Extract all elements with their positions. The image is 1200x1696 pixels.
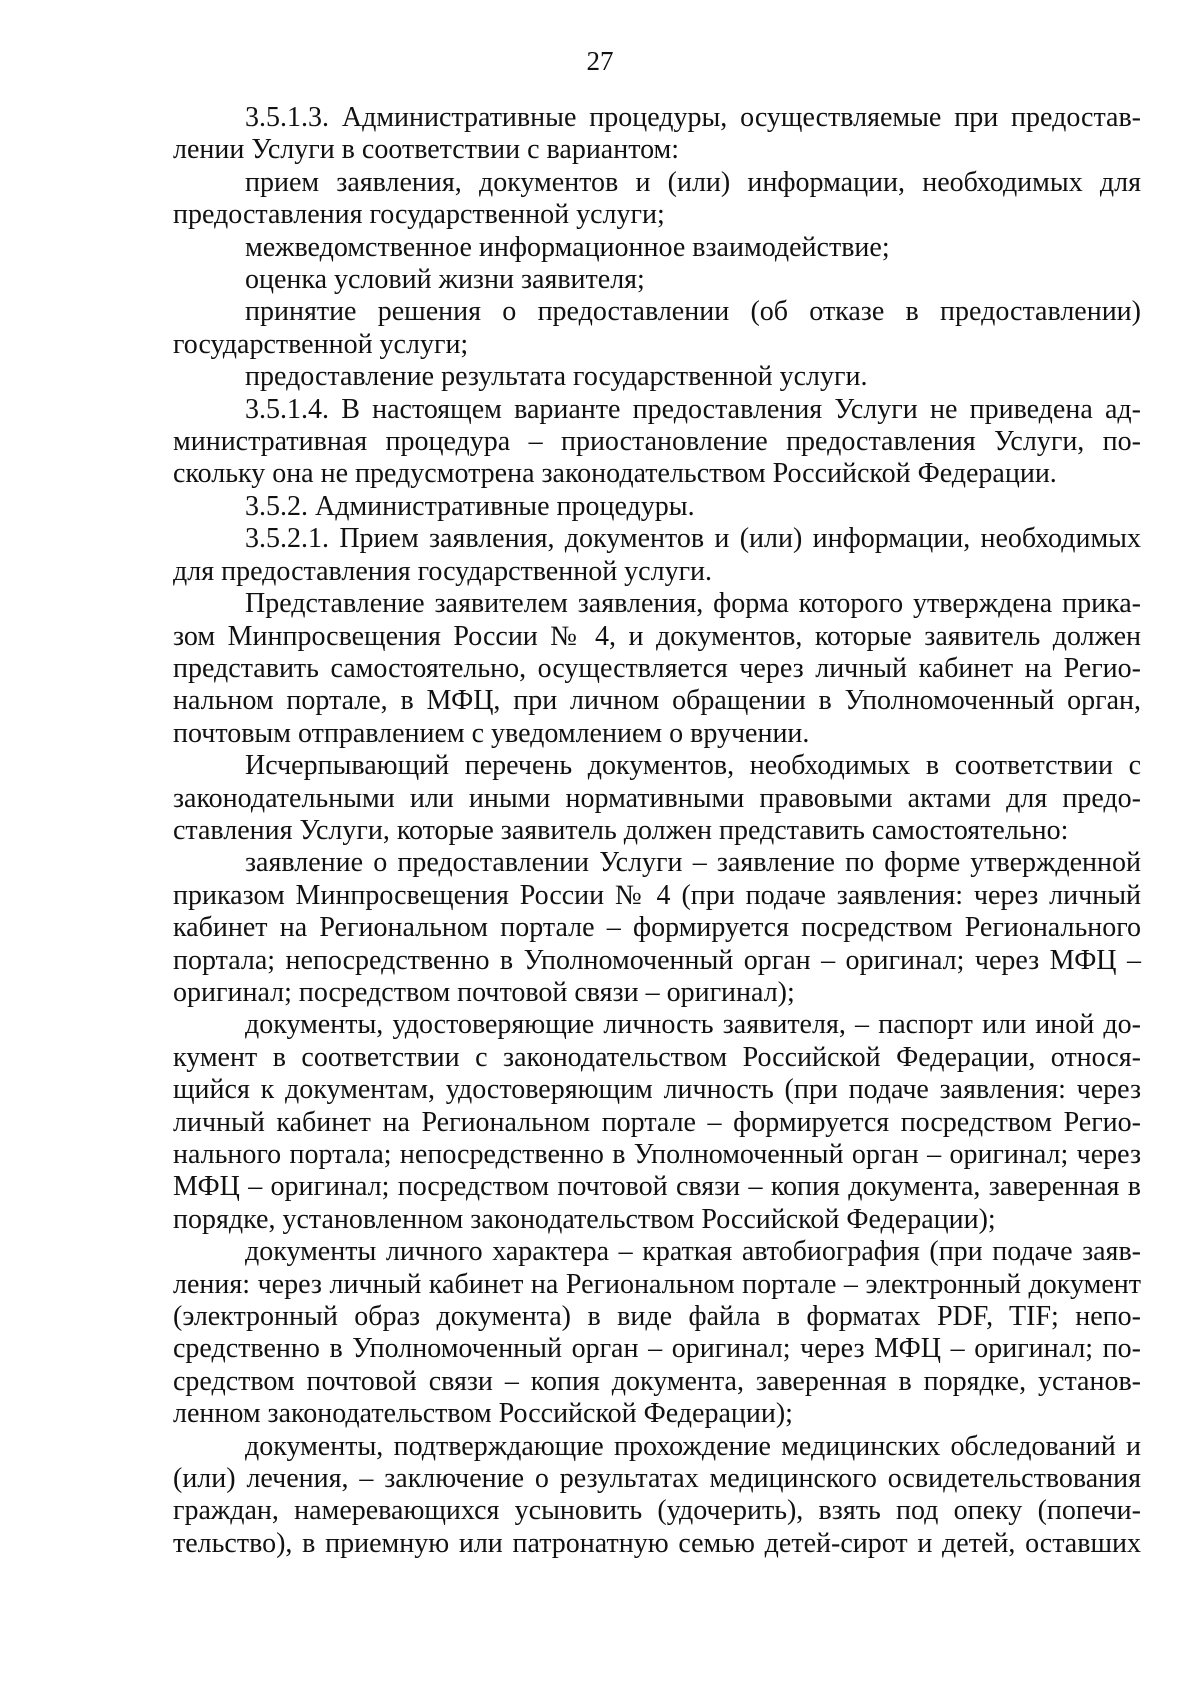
list-item-application-intake: прием заявления, документов и (или) информации, необходимых для предоставления государственной услуги; xyxy=(173,166,1141,231)
list-item-application-form: заявление о предоставлении Услуги – заявление по форме утвержденной приказом Минпросвещения России № 4 (при подаче заявления: через личный кабинет на Региональном портале – формируется посредством Регионального портала; непосредственно в Уполномоченный орган – оригинал; через МФЦ – оригинал; посредством почтовой связи – оригинал); xyxy=(173,847,1141,1008)
paragraph-3-5-1-4: 3.5.1.4. В настоящем варианте предоставления Услуги не приведена административная процедура – приостановление предоставления Услуги, поскольку она не предусмотрена законодательством Российской Федерации. xyxy=(173,393,1141,490)
list-item-medical-documents: документы, подтверждающие прохождение медицинских обследований и (или) лечения, – заключение о результатах медицинского освидетельствования граждан, намеревающихся усыновить (удочерить), взять под опеку (попечительство), в приемную или патронатную семью детей-сирот и детей, оставших xyxy=(173,1430,1141,1559)
page-number: 27 xyxy=(586,46,614,76)
document-body xyxy=(173,102,1141,1560)
paragraph-3-5-2: 3.5.2. Административные процедуры. xyxy=(245,490,695,522)
list-item-interagency-interaction: межведомственное информационное взаимодействие; xyxy=(245,231,890,263)
list-item-personal-documents: документы личного характера – краткая автобиография (при подаче заявления: через личный кабинет на Региональном портале – электронный документ (электронный образ документа) в виде файла в форматах PDF, TIF; непосредственно в Уполномоченный орган – оригинал; через МФЦ – оригинал; посредством почтовой связи – копия документа, заверенная в порядке, установленном законодательством Российской Федерации); xyxy=(173,1236,1141,1430)
paragraph-3-5-2-1: 3.5.2.1. Прием заявления, документов и (или) информации, необходимых для предоставления государственной услуги. xyxy=(173,523,1141,587)
list-item-result-provision: предоставление результата государственной услуги. xyxy=(245,361,868,393)
list-item-living-conditions-assessment: оценка условий жизни заявителя; xyxy=(245,264,645,296)
paragraph-submission-methods: Представление заявителем заявления, форма которого утверждена приказом Минпросвещения России № 4, и документов, которые заявитель должен представить самостоятельно, осуществляется через личный кабинет на Региональном портале, в МФЦ, при личном обращении в Уполномоченный орган, почтовым отправлением с уведомлением о вручении. xyxy=(173,588,1141,749)
list-item-identity-documents: документы, удостоверяющие личность заявителя, – паспорт или иной документ в соответствии с законодательством Российской Федерации, относящийся к документам, удостоверяющим личность (при подаче заявления: через личный кабинет на Региональном портале – формируется посредством Регионального портала; непосредственно в Уполномоченный орган – оригинал; через МФЦ – оригинал; посредством почтовой связи – копия документа, заверенная в порядке, установленном законодательством Российской Федерации); xyxy=(173,1009,1141,1235)
paragraph-documents-list-intro: Исчерпывающий перечень документов, необходимых в соответствии с законодательными или иными нормативными правовыми актами для предоставления Услуги, которые заявитель должен представить самостоятельно: xyxy=(173,750,1141,846)
paragraph-3-5-1-3: 3.5.1.3. Административные процедуры, осуществляемые при предоставлении Услуги в соответствии с вариантом: xyxy=(173,102,1141,166)
list-item-decision-making: принятие решения о предоставлении (об отказе в предоставлении) государственной услуги; xyxy=(173,296,1141,360)
